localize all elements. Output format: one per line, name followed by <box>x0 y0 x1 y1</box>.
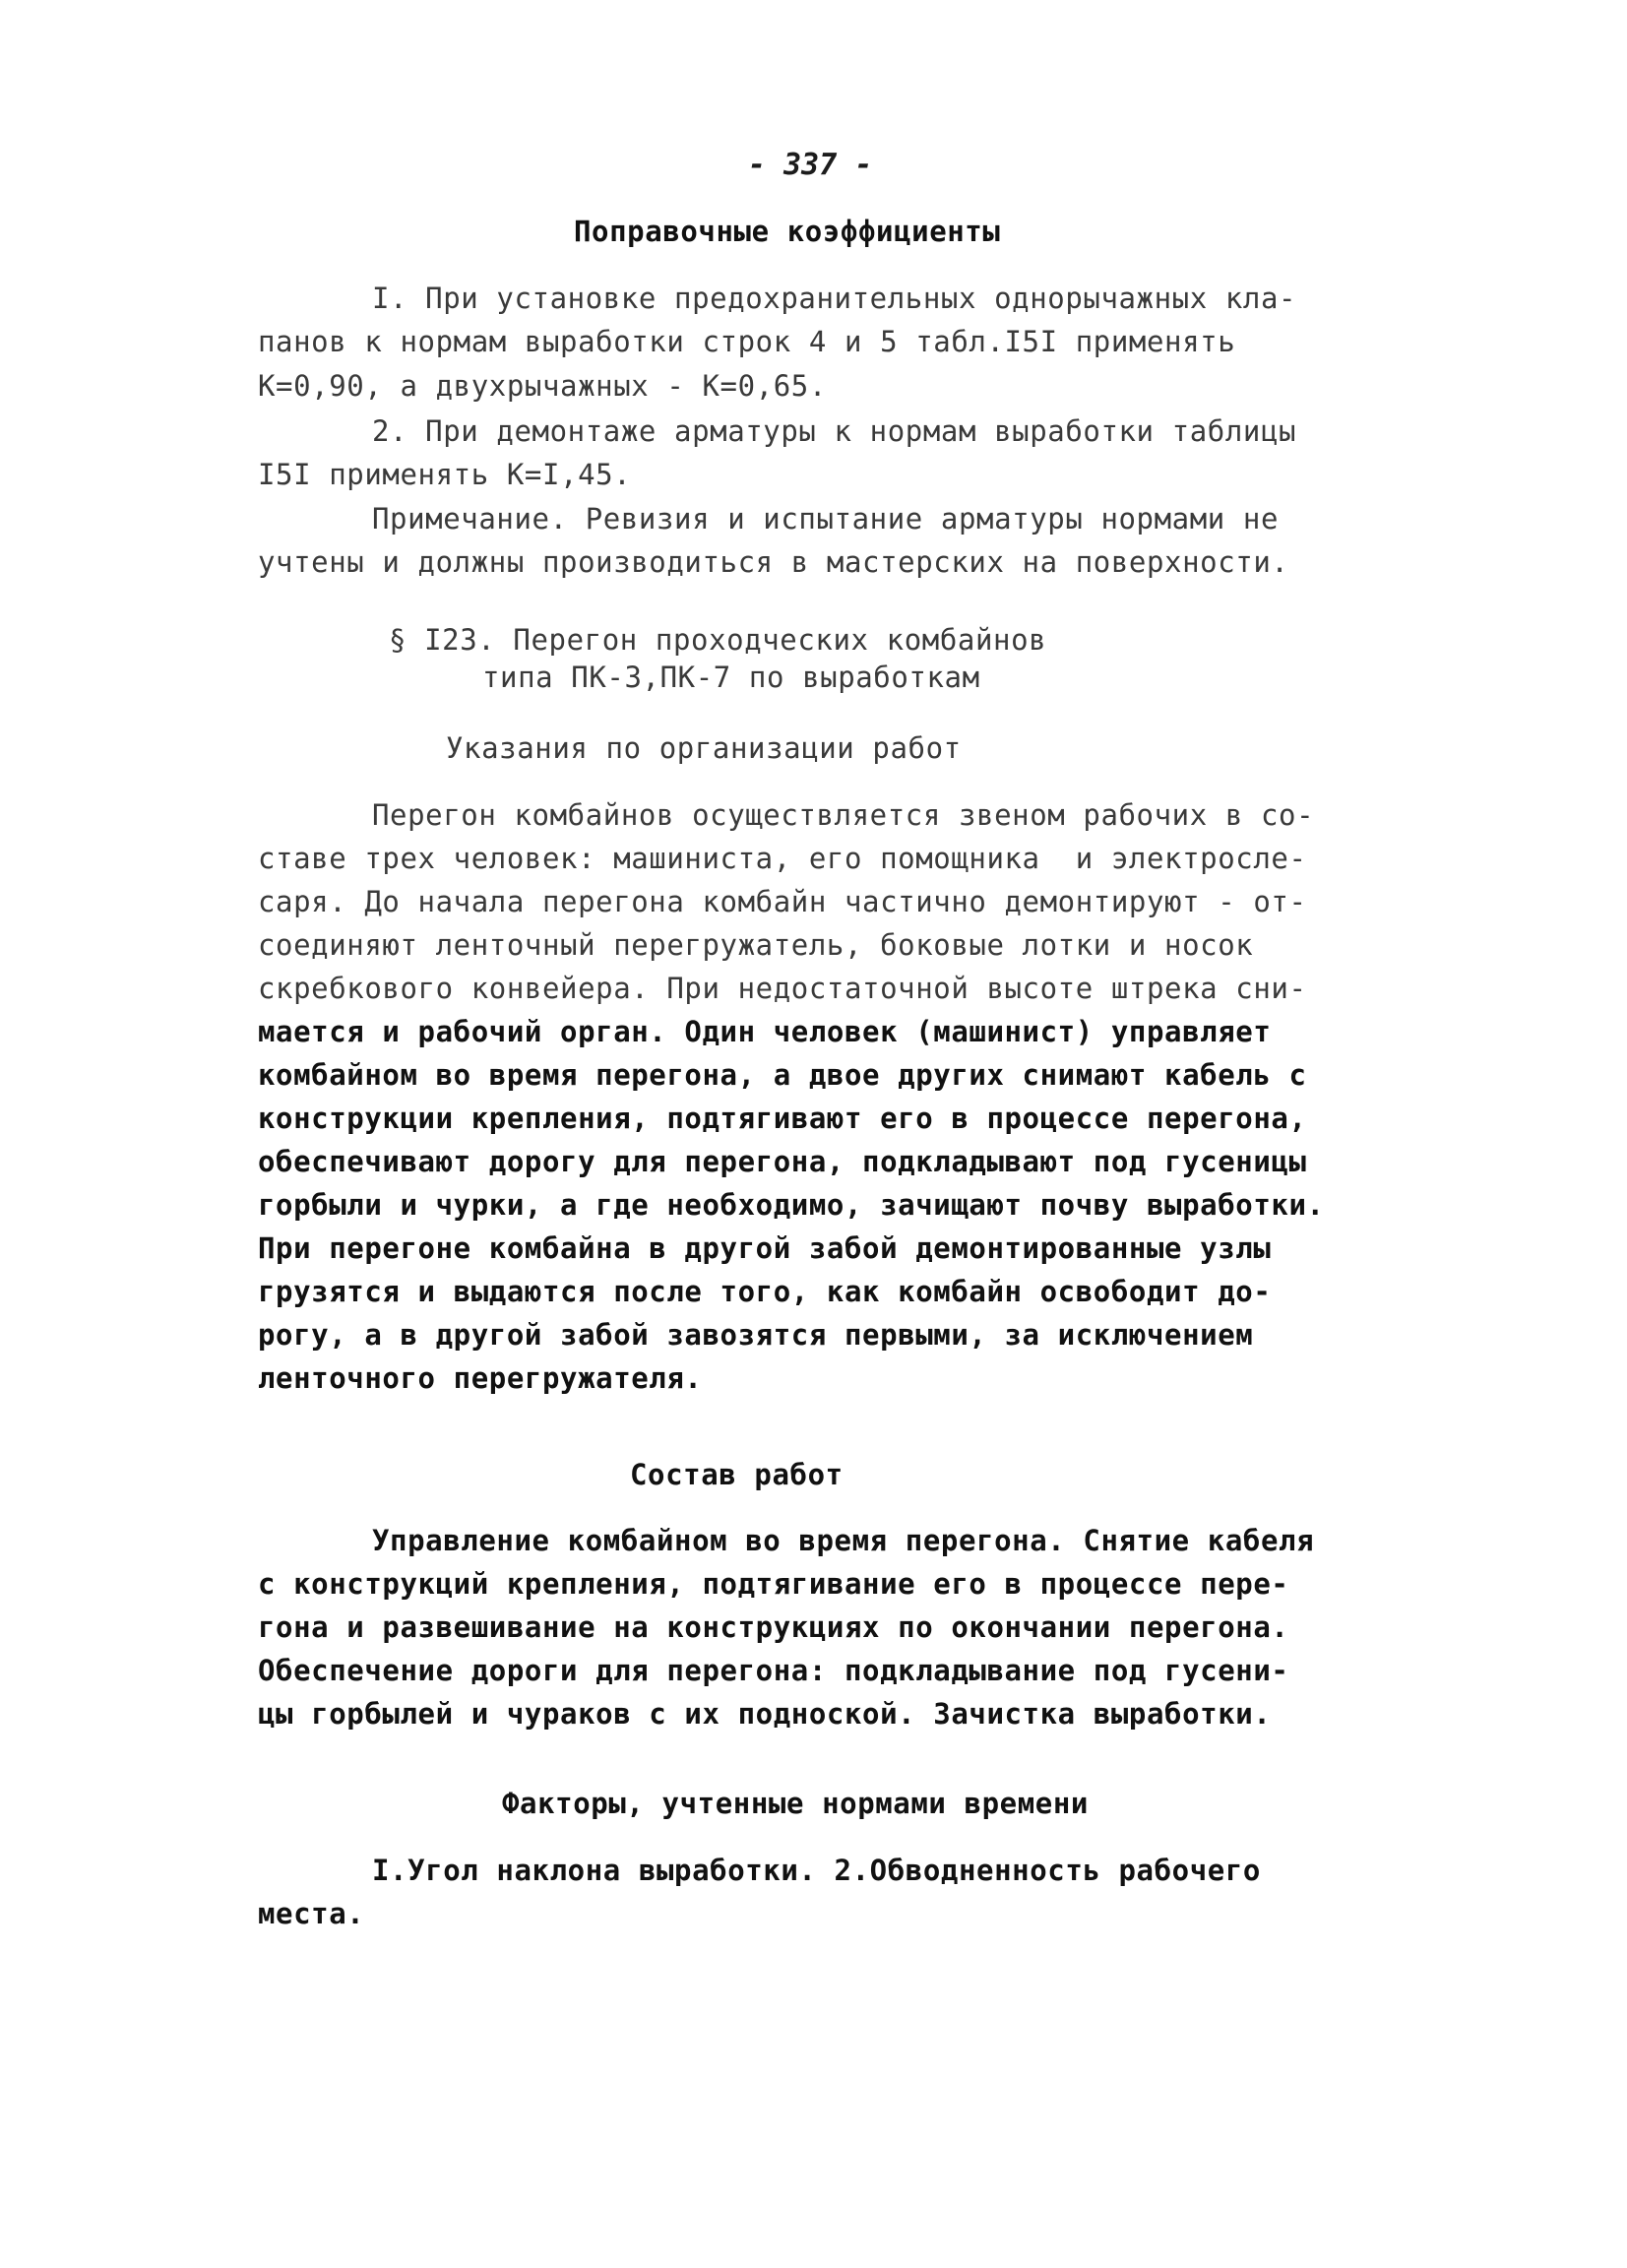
instruction-line: При перегоне комбайна в другой забой демонтированные узлы <box>258 1231 1272 1265</box>
composition-line: с конструкций крепления, подтягивание его в процессе пере- <box>258 1567 1289 1601</box>
instruction-line: соединяют ленточный перегружатель, боковые лотки и носок <box>258 928 1254 962</box>
correction-line: I. При установке предохранительных однорычажных кла- <box>372 282 1297 315</box>
section-title: § I23. Перегон проходческих комбайнов <box>389 623 1047 657</box>
correction-line: 2. При демонтаже арматуры к нормам выработки таблицы <box>372 414 1297 448</box>
instruction-line: Перегон комбайнов осуществляется звеном рабочих в со- <box>372 798 1315 832</box>
heading-composition: Состав работ <box>630 1458 844 1491</box>
correction-line: К=0,90, а двухрычажных - К=0,65. <box>258 369 827 403</box>
factors-line: места. <box>258 1897 365 1930</box>
instruction-line: обеспечивают дорогу для перегона, подкладывают под гусеницы <box>258 1145 1307 1178</box>
composition-line: Обеспечение дороги для перегона: подкладывание под гусени- <box>258 1654 1289 1687</box>
section-subtitle: типа ПК-3,ПК-7 по выработкам <box>482 661 980 694</box>
instruction-line: ставе трех человек: машиниста, его помощника и электросле- <box>258 842 1307 875</box>
correction-line: I5I применять К=I,45. <box>258 458 632 491</box>
note-line: учтены и должны производиться в мастерских на поверхности. <box>258 545 1289 579</box>
instruction-line: ленточного перегружателя. <box>258 1361 703 1395</box>
page-number: - 337 - <box>748 148 873 182</box>
heading-factors: Факторы, учтенные нормами времени <box>502 1787 1089 1820</box>
composition-line: цы горбылей и чураков с их подноской. Зачистка выработки. <box>258 1697 1272 1731</box>
composition-line: Управление комбайном во время перегона. Снятие кабеля <box>372 1524 1315 1557</box>
composition-line: гона и развешивание на конструкциях по окончании перегона. <box>258 1610 1289 1644</box>
instruction-line: грузятся и выдаются после того, как комбайн освободит до- <box>258 1275 1272 1308</box>
instruction-line: конструкции крепления, подтягивают его в процессе перегона, <box>258 1102 1307 1135</box>
instruction-line: скребкового конвейера. При недостаточной высоте штрека сни- <box>258 972 1307 1005</box>
note-line: Примечание. Ревизия и испытание арматуры нормами не <box>372 502 1280 536</box>
factors-line: I.Угол наклона выработки. 2.Обводненность рабочего <box>372 1854 1261 1887</box>
instruction-line: комбайном во время перегона, а двое других снимают кабель с <box>258 1058 1307 1092</box>
heading-corrections: Поправочные коэффициенты <box>574 215 1001 248</box>
instruction-line: горбыли и чурки, а где необходимо, зачищают почву выработки. <box>258 1188 1325 1222</box>
heading-instructions: Указания по организации работ <box>446 731 962 765</box>
instruction-line: мается и рабочий орган. Один человек (машинист) управляет <box>258 1015 1272 1048</box>
correction-line: панов к нормам выработки строк 4 и 5 табл.I5I применять <box>258 325 1236 358</box>
instruction-line: рогу, а в другой забой завозятся первыми, за исключением <box>258 1318 1254 1352</box>
instruction-line: саря. До начала перегона комбайн частично демонтируют - от- <box>258 885 1307 918</box>
